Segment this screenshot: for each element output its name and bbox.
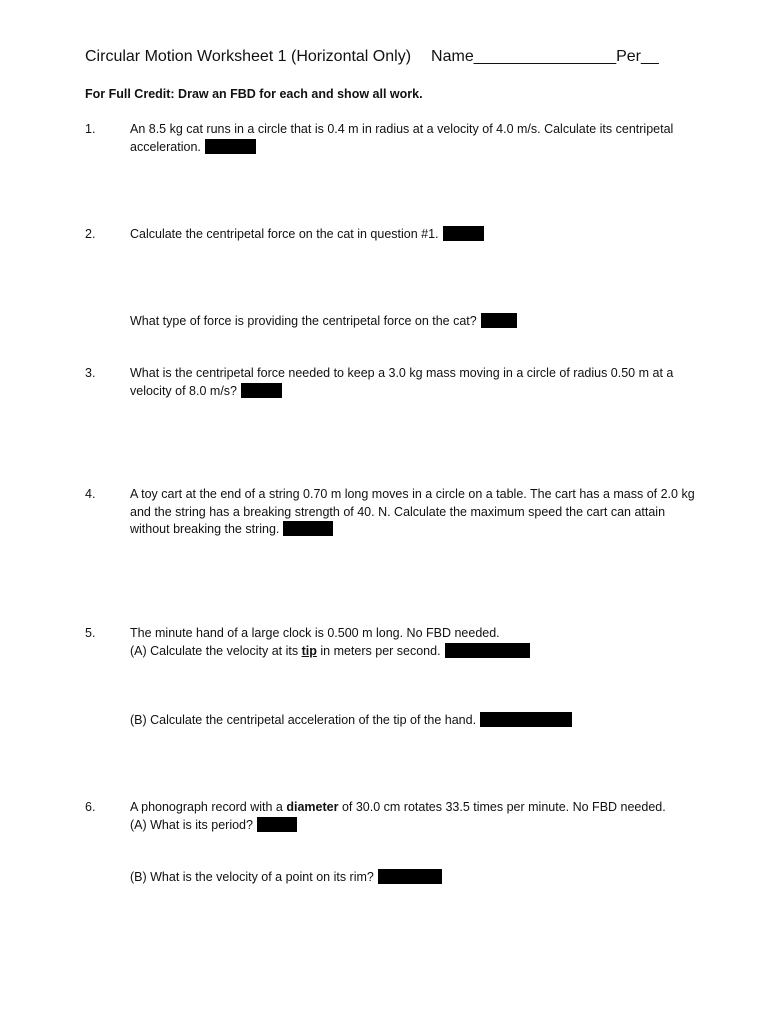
question-text-line: What is the centripetal force needed to keep a 3.0 kg mass moving in a circle of radius 0.50 m at a [130, 366, 674, 380]
redacted-answer [241, 383, 282, 398]
redacted-answer [445, 643, 530, 658]
question-text-line: An 8.5 kg cat runs in a circle that is 0.4 m in radius at a velocity of 4.0 m/s. Calculate its centripetal [130, 122, 674, 136]
question-text-line: Calculate the centripetal force on the cat in question #1. [130, 227, 439, 241]
question-text-line: The minute hand of a large clock is 0.500 m long. No FBD needed. [130, 626, 500, 640]
followup-text: What type of force is providing the centripetal force on the cat? [130, 314, 477, 328]
question-number: 2. [85, 227, 96, 241]
question-number: 3. [85, 366, 96, 380]
redacted-answer [480, 712, 572, 727]
question-text-line: velocity of 8.0 m/s? [130, 383, 237, 398]
emphasized-word: diameter [286, 800, 339, 814]
question-text-line: without breaking the string. [130, 522, 280, 536]
question-5-part-a: (A) Calculate the velocity at its tip in meters per second. [130, 643, 715, 661]
part-b-text: (B) What is the velocity of a point on its rim? [130, 870, 374, 884]
name-period-field: Name________________Per__ [431, 48, 659, 65]
question-text-line: A toy cart at the end of a string 0.70 m long moves in a circle on a table. The cart has a mass of 2.0 kg [130, 487, 695, 501]
question-number: 4. [85, 487, 96, 501]
question-2-followup [130, 313, 517, 331]
question-6-part-b [130, 869, 442, 887]
question-text-line: A phonograph record with a diameter of 30.0 cm rotates 33.5 times per minute. No FBD needed. [130, 800, 666, 814]
redacted-answer [283, 521, 333, 536]
redacted-answer [205, 139, 256, 154]
redacted-answer [443, 226, 484, 241]
question-text-line: acceleration. [130, 139, 201, 154]
question-number: 5. [85, 626, 96, 640]
question-text-line: and the string has a breaking strength of 40. N. Calculate the maximum speed the cart can attain [130, 504, 666, 519]
part-b-text: (B) Calculate the centripetal acceleration of the tip of the hand. [130, 713, 477, 727]
question-6-part-a: (A) What is its period? [130, 817, 715, 835]
title-text: Circular Motion Worksheet 1 (Horizontal Only) [85, 48, 412, 65]
instructions: For Full Credit: Draw an FBD for each and show all work. [85, 87, 423, 101]
redacted-answer [378, 869, 442, 884]
question-5-part-b [130, 712, 572, 730]
question-number: 6. [85, 800, 96, 814]
redacted-answer [481, 313, 517, 328]
emphasized-word: tip [301, 643, 317, 658]
question-number: 1. [85, 122, 96, 136]
redacted-answer [257, 817, 297, 832]
worksheet-title [85, 48, 659, 66]
